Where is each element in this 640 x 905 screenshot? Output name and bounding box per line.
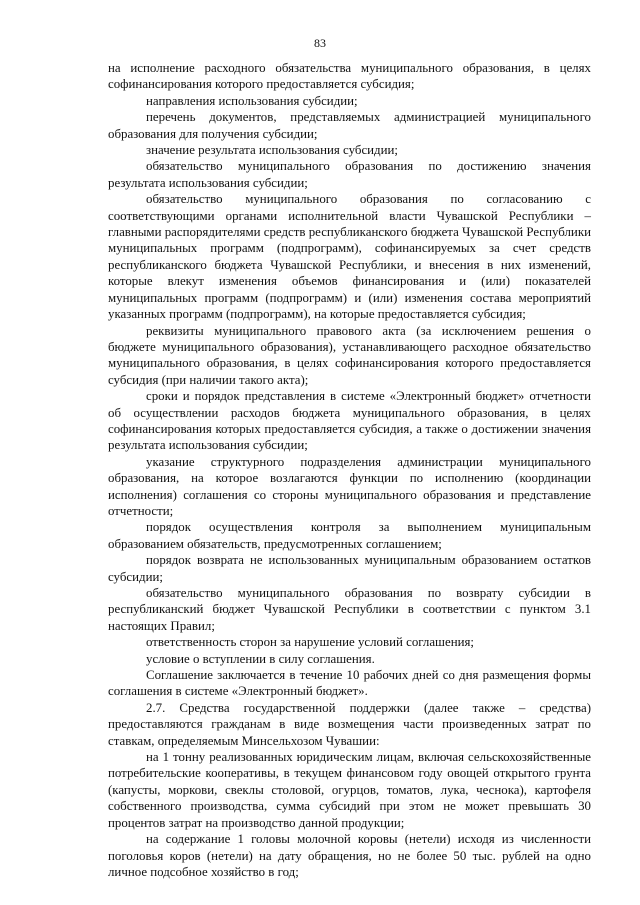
page-number: 83 <box>314 36 326 50</box>
paragraph: обязательство муниципального образования по согласованию с соответствующими органами исполнительной власти Чувашской Республики – главными распорядителями средств республиканского бюджета Чувашской Республики муниципальных программ (подпрограмм), софинансируемых за счет средств республиканского бюджета Чувашской Республики, и внесения в них изменений, которые влекут изменения объемов финансирования и (или) показателей муниципальных программ (подпрограмм) и (или) изменения состава мероприятий указанных программ (подпрограмм), на которые предоставляется субсидия; <box>108 192 591 322</box>
paragraph: указание структурного подразделения администрации муниципального образования, на которое возлагаются функции по исполнению (координации исполнения) соглашения со стороны муниципального образования и представление отчетности; <box>108 454 591 518</box>
paragraph: сроки и порядок представления в системе «Электронный бюджет» отчетности об осуществлении расходов бюджета муниципального образования, в целях софинансирования которых предоставляется субсидия, а также о достижении значения результата использования субсидии; <box>108 389 591 453</box>
paragraph: на исполнение расходного обязательства муниципального образования, в целях софинансирования которого предоставляется субсидия; <box>108 61 591 92</box>
paragraph: на 1 тонну реализованных юридическим лицам, включая сельскохозяйственные потребительские кооперативы, в текущем финансовом году овощей открытого грунта (капусты, моркови, свеклы столовой, огурцов, томатов, лука, чеснока), картофеля собственного производства, сумма субсидий при этом не может превышать 30 процентов затрат на производство данной продукции; <box>108 750 591 830</box>
paragraph: порядок осуществления контроля за выполнением муниципальным образованием обязательств, предусмотренных соглашением; <box>108 520 591 551</box>
paragraph: обязательство муниципального образования по достижению значения результата использования субсидии; <box>108 159 591 190</box>
paragraph: направления использования субсидии; <box>146 93 358 108</box>
paragraph: ответственность сторон за нарушение условий соглашения; <box>146 635 475 650</box>
paragraph: 2.7. Средства государственной поддержки (далее также – средства) предоставляются гражданам в виде возмещения части произведенных затрат по ставкам, определяемым Минсельхозом Чувашии: <box>108 700 591 748</box>
paragraph: порядок возврата не использованных муниципальным образованием остатков субсидии; <box>108 553 591 584</box>
body-text <box>108 60 591 880</box>
paragraph: условие о вступлении в силу соглашения. <box>146 651 375 666</box>
paragraph: реквизиты муниципального правового акта (за исключением решения о бюджете муниципального образования), устанавливающего расходное обязательство муниципального образования, в целях софинансирования которого предоставляется субсидия (при наличии такого акта); <box>108 323 591 387</box>
paragraph: обязательство муниципального образования по возврату субсидии в республиканский бюджет Чувашской Республики в соответствии с пунктом 3.1 настоящих Правил; <box>108 586 591 633</box>
paragraph: на содержание 1 головы молочной коровы (нетели) исходя из численности поголовья коров (нетели) на дату обращения, но не более 50 тыс. рублей на одно личное подсобное хозяйство в год; <box>108 832 591 879</box>
paragraph: значение результата использования субсидии; <box>146 143 398 158</box>
paragraph: перечень документов, представляемых администрацией муниципального образования для получения субсидии; <box>108 110 591 141</box>
paragraph: Соглашение заключается в течение 10 рабочих дней со дня размещения формы соглашения в системе «Электронный бюджет». <box>108 668 591 699</box>
